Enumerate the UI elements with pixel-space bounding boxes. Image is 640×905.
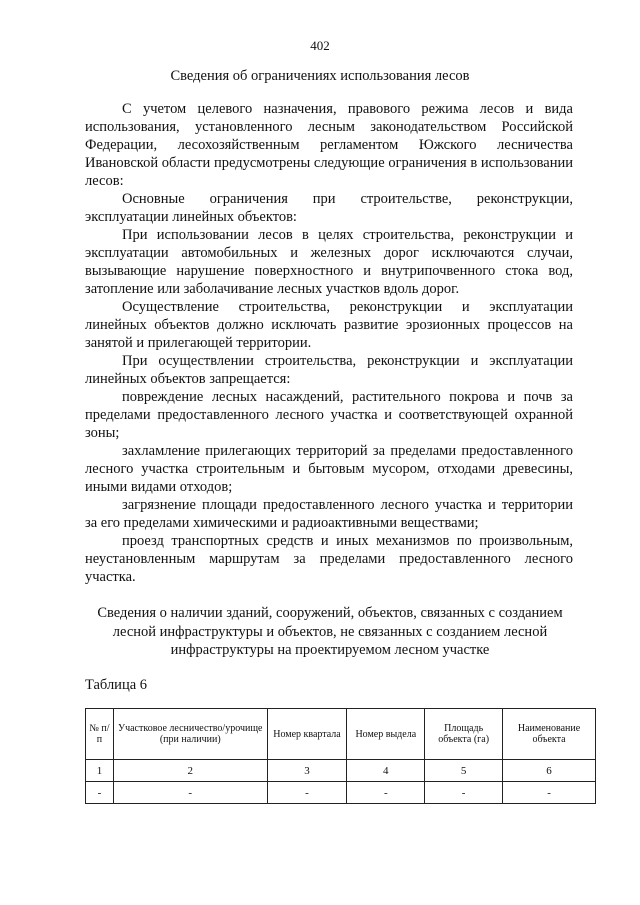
table-header-row bbox=[86, 709, 596, 760]
page-number: 402 bbox=[310, 38, 330, 53]
table-cell: - bbox=[86, 782, 114, 804]
paragraph-prohibited: При осуществлении строительства, реконструкции и эксплуатации линейных объектов запрещается: bbox=[85, 353, 573, 387]
section-title-line: Сведения о наличии зданий, сооружений, объектов, связанных с созданием bbox=[97, 605, 563, 621]
paragraph-damage: повреждение лесных насаждений, растительного покрова и почв за пределами предоставленного лесного участка и соответствующей охранной зоны; bbox=[85, 389, 573, 441]
table-cell: - bbox=[267, 782, 347, 804]
infrastructure-section-title bbox=[70, 604, 590, 660]
header-number: № п/п bbox=[86, 709, 114, 760]
paragraph-roads: При использовании лесов в целях строительства, реконструкции и эксплуатации автомобильных и железных дорог исключаются случаи, вызывающие нарушение поверхностного и внутрипочвенного стока вод, затопление или заболачивание лесных участков вдоль дорог. bbox=[85, 227, 573, 297]
paragraph-intro: С учетом целевого назначения, правового режима лесов и вида использования, установленного лесным законодательством Российской Федерации, лесохозяйственным регламентом Южского лесничества Ивановской области предусмотрены следующие ограничения в использовании лесов: bbox=[85, 101, 573, 189]
header-allotment: Номер выдела bbox=[347, 709, 425, 760]
header-forestry: Участковое лесничество/урочище (при наличии) bbox=[113, 709, 267, 760]
table-cell: - bbox=[425, 782, 503, 804]
section-title-line: инфраструктуры на проектируемом лесном участке bbox=[170, 642, 490, 658]
paragraph-pollution: загрязнение площади предоставленного лесного участка и территории за его пределами химическими и радиоактивными веществами; bbox=[85, 497, 573, 531]
table-cell: 1 bbox=[86, 760, 114, 782]
table-cell: 3 bbox=[267, 760, 347, 782]
header-area: Площадь объекта (га) bbox=[425, 709, 503, 760]
table-cell: 6 bbox=[503, 760, 596, 782]
table-row bbox=[86, 782, 596, 804]
table-cell: - bbox=[113, 782, 267, 804]
table-cell: - bbox=[347, 782, 425, 804]
header-object-name: Наименование объекта bbox=[503, 709, 596, 760]
table-cell: 4 bbox=[347, 760, 425, 782]
restrictions-text bbox=[85, 100, 573, 586]
paragraph-littering: захламление прилегающих территорий за пределами предоставленного лесного участка строительным и бытовым мусором, отходами древесины, иными видами отходов; bbox=[85, 443, 573, 495]
page-title: Сведения об ограничениях использования лесов bbox=[170, 68, 470, 84]
objects-table bbox=[85, 708, 596, 804]
table-cell: 5 bbox=[425, 760, 503, 782]
section-title-line: лесной инфраструктуры и объектов, не связанных с созданием лесной bbox=[112, 623, 548, 640]
table-cell: - bbox=[503, 782, 596, 804]
paragraph-erosion: Осуществление строительства, реконструкции и эксплуатации линейных объектов должно исключать развитие эрозионных процессов на занятой и прилегающей территории. bbox=[85, 299, 573, 351]
table-caption: Таблица 6 bbox=[85, 677, 148, 693]
table-cell: 2 bbox=[113, 760, 267, 782]
header-quarter: Номер квартала bbox=[267, 709, 347, 760]
paragraph-vehicles: проезд транспортных средств и иных механизмов по произвольным, неустановленным маршрутам за пределами предоставленного лесного участка. bbox=[85, 533, 573, 585]
table-numbering-row bbox=[86, 760, 596, 782]
paragraph-linear-objects: Основные ограничения при строительстве, реконструкции, эксплуатации линейных объектов: bbox=[85, 191, 573, 225]
